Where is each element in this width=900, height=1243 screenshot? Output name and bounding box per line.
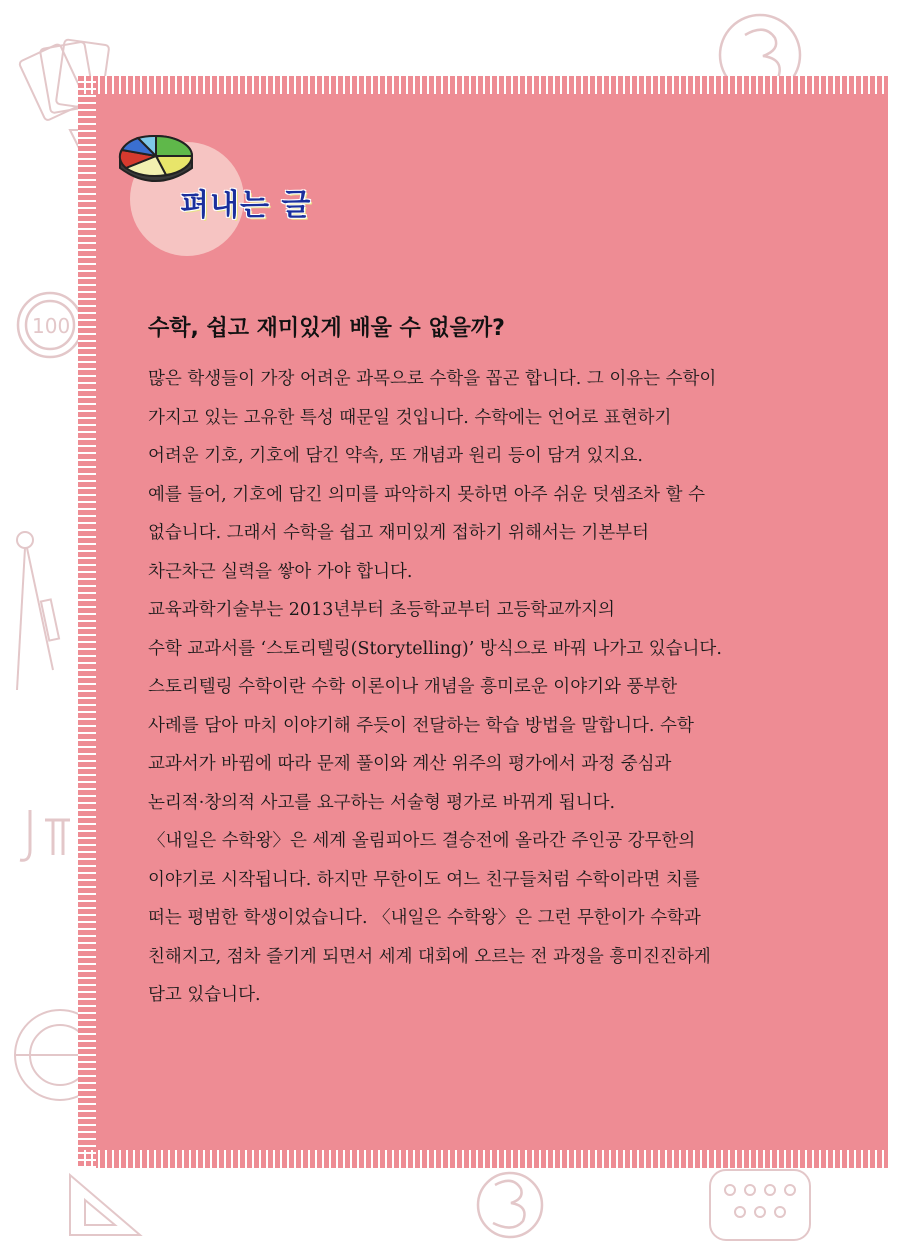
body-line: 교육과학기술부는 2013년부터 초등학교부터 고등학교까지의 <box>148 600 615 620</box>
body-line: 교과서가 바뀜에 따라 문제 풀이와 계산 위주의 평가에서 과정 중심과 <box>148 754 672 774</box>
body-line: 논리적·창의적 사고를 요구하는 서술형 평가로 바뀌게 됩니다. <box>148 792 616 813</box>
compass-doodle <box>5 520 75 720</box>
left-border-stripes <box>78 76 96 1168</box>
body-text <box>148 360 838 1015</box>
body-line: 이야기로 시작됩니다. 하지만 무한이도 여느 친구들처럼 수학이라면 치를 <box>148 869 700 890</box>
body-line: 담고 있습니다. <box>148 985 261 1005</box>
body-line: 차근차근 실력을 쌓아 가야 합니다. <box>148 561 413 582</box>
page-heading: 펴내는 글 <box>180 188 312 223</box>
body-line: 수학 교과서를 ‘스토리텔링(Storytelling)’ 방식으로 바꿔 나가고 있습니다. <box>148 638 722 659</box>
body-line: 어려운 기호, 기호에 담긴 약속, 또 개념과 원리 등이 담겨 있지요. <box>148 446 643 466</box>
body-line: 사례를 담아 마치 이야기해 주듯이 전달하는 학습 방법을 말합니다. 수학 <box>148 715 694 736</box>
section-subheading: 수학, 쉽고 재미있게 배울 수 없을까? <box>148 316 505 341</box>
number-3-doodle <box>460 1160 550 1243</box>
bottom-border-stripes <box>84 1150 884 1168</box>
body-line: 많은 학생들이 가장 어려운 과목으로 수학을 꼽곤 합니다. 그 이유는 수학이 <box>148 369 717 389</box>
coin-100-doodle <box>10 285 80 365</box>
formula-doodle <box>15 800 75 870</box>
top-border-stripes <box>84 76 884 94</box>
body-line: 가지고 있는 고유한 특성 때문일 것입니다. 수학에는 언어로 표현하기 <box>148 407 672 428</box>
body-line: 없습니다. 그래서 수학을 쉽고 재미있게 접하기 위해서는 기본부터 <box>148 523 649 543</box>
triangle-ruler-doodle <box>60 1165 150 1240</box>
svg-text:100: 100 <box>32 314 71 338</box>
body-line: 친해지고, 점차 즐기게 되면서 세계 대회에 오르는 전 과정을 흥미진진하게 <box>148 946 711 967</box>
body-line: 예를 들어, 기호에 담긴 의미를 파악하지 못하면 아주 쉬운 덧셈조차 할 수 <box>148 484 705 505</box>
body-line: 떠는 평범한 학생이었습니다. 〈내일은 수학왕〉은 그런 무한이가 수학과 <box>148 908 701 928</box>
body-line: 스토리텔링 수학이란 수학 이론이나 개념을 흥미로운 이야기와 풍부한 <box>148 677 678 697</box>
body-line: 〈내일은 수학왕〉은 세계 올림피아드 결승전에 올라간 주인공 강무한의 <box>148 831 696 851</box>
